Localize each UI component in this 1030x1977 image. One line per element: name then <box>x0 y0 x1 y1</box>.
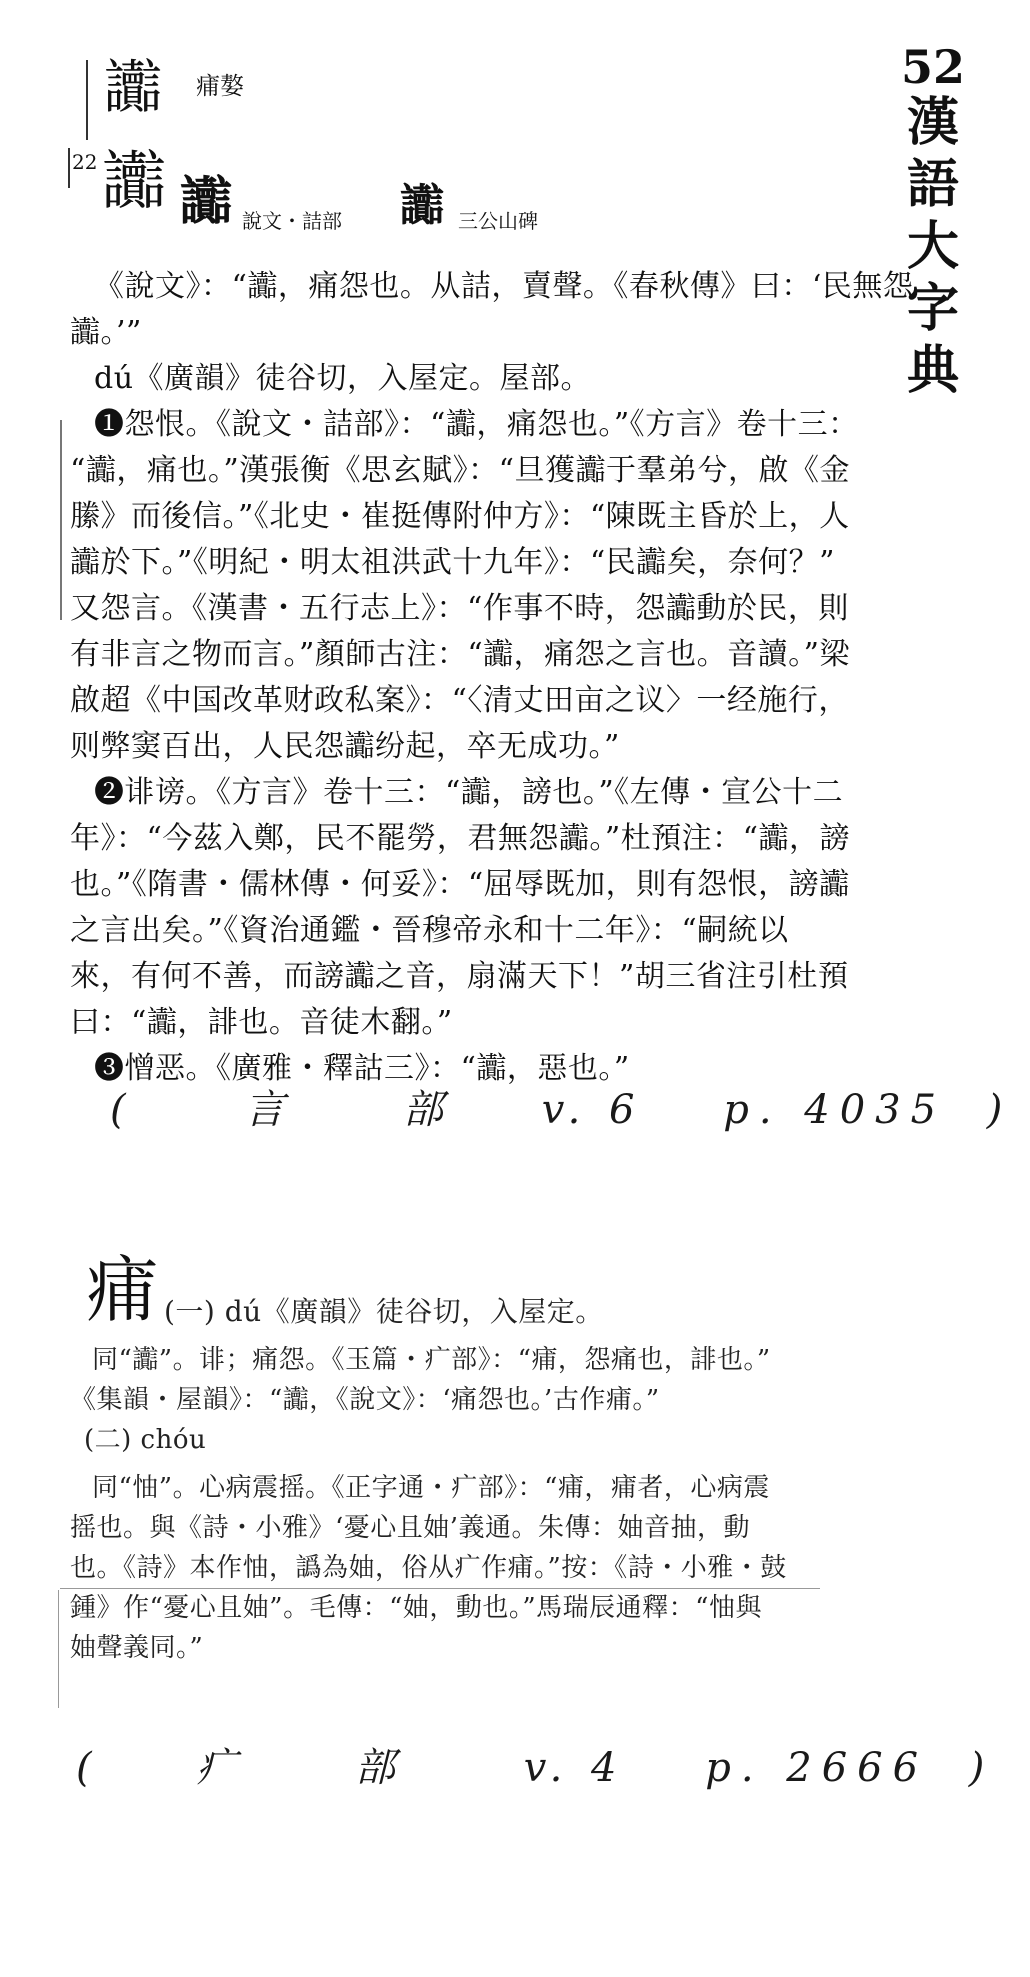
entry-line: ❷诽谤。《方言》卷十三：“讟，謗也。”《左傳・宣公十二 <box>94 775 844 810</box>
entry-line: “讟，痛也。”漢張衡《思玄賦》：“旦獲讟于羣弟兮，啟《金 <box>70 453 851 488</box>
entry-body <box>70 264 914 1092</box>
note-page: p. 2666 <box>705 1745 929 1791</box>
clerical-source-label: 三公山碑 <box>458 209 538 233</box>
entry2-line: (二) chóu <box>84 1425 207 1455</box>
note-paren: ( <box>76 1745 120 1791</box>
entry2-line: 鍾》作“憂心且妯”。毛傳：“妯，動也。”馬瑞辰通釋：“怞與 <box>70 1593 762 1623</box>
note-volume: v. 6 <box>541 1087 643 1133</box>
entry-line: 则弊窦百出，人民怨讟纷起，卒无成功。” <box>70 729 620 764</box>
handwritten-volume-note <box>110 1078 1030 1135</box>
entry-line: 縢》而後信。”《北史・崔挺傳附仲方》：“陳既主昏於上，人 <box>70 499 850 534</box>
entry-line: dú《廣韻》徒谷切，入屋定。屋部。 <box>94 361 592 396</box>
book-title-char: 大 <box>906 216 959 277</box>
scan-border-line <box>58 1590 59 1708</box>
entry-line: 曰：“讟，誹也。音徒木翻。” <box>70 1005 453 1040</box>
note-paren: ( <box>110 1087 154 1133</box>
book-title-vertical <box>898 92 968 402</box>
entry-line: 之言出矣。”《資治通鑑・晉穆帝永和十二年》：“嗣統以 <box>70 913 789 948</box>
book-title-char: 漢 <box>906 92 959 153</box>
book-title-char: 語 <box>906 154 959 215</box>
head-character: 讟 <box>102 145 166 219</box>
handwritten-volume-note-2 <box>76 1736 1012 1793</box>
note-radical: 疒 <box>196 1745 265 1791</box>
entry2-line: 也。《詩》本作怞，譌為妯，俗从疒作痡。”按：《詩・小雅・鼓 <box>70 1553 787 1583</box>
margin-line <box>60 420 62 620</box>
entry-line: ❸憎恶。《廣雅・釋詁三》：“讟，惡也。” <box>94 1051 630 1086</box>
note-bu: 部 <box>403 1087 472 1133</box>
clerical-script-glyph: 讟 <box>400 180 444 231</box>
previous-entry-char: 讟 <box>104 53 163 121</box>
note-page: p. 4035 <box>723 1087 947 1133</box>
entry-line: 讟。’” <box>70 315 142 350</box>
entry2-line: 同“怞”。心病震摇。《正字通・疒部》：“痡，痡者，心病震 <box>92 1473 770 1503</box>
scan-border-line <box>60 1588 820 1589</box>
entry-line: 又怨言。《漢書・五行志上》：“作事不時，怨讟動於民，則 <box>70 591 849 626</box>
entry2-line: 妯聲義同。” <box>70 1633 204 1663</box>
note-paren-close: ) <box>968 1745 1013 1791</box>
margin-line <box>68 148 70 188</box>
entry-line: 啟超《中国改革财政私案》：“〈清丈田亩之议〉一经施行， <box>70 683 849 718</box>
entry2-line: 《集韻・屋韻》：“讟，《說文》：‘痛怨也。’古作痡。” <box>70 1385 660 1415</box>
previous-entry-label: 痡嫯 <box>196 72 244 100</box>
note-volume: v. 4 <box>523 1745 625 1791</box>
entry2-line: 摇也。與《詩・小雅》‘憂心且妯’義通。朱傳：妯音抽，動 <box>70 1513 751 1543</box>
book-title-char: 典 <box>906 340 959 401</box>
line-number: 22 <box>72 150 98 174</box>
note-radical: 言 <box>244 1087 313 1133</box>
entry-line: 有非言之物而言。”顏師古注：“讟，痛怨之言也。音讀。”梁 <box>70 637 851 672</box>
page-number: 52 <box>900 40 965 94</box>
book-title-char: 字 <box>906 278 959 339</box>
entry-line: ❶怨恨。《說文・詰部》：“讟，痛怨也。”《方言》卷十三： <box>94 407 859 442</box>
note-paren-close: ) <box>986 1087 1030 1133</box>
entry-line: 來，有何不善，而謗讟之音，扇滿天下！”胡三省注引杜預 <box>70 959 849 994</box>
entry2-line: (一) dú《廣韻》徒谷切，入屋定。 <box>164 1295 604 1328</box>
entry2-body <box>70 1340 860 1668</box>
head-character-2: 痡 <box>86 1248 159 1332</box>
entry-line: 讟於下。”《明紀・明太祖洪武十九年》：“民讟矣，奈何？” <box>70 545 836 580</box>
note-bu: 部 <box>355 1745 424 1791</box>
entry2-line: 同“讟”。诽；痛怨。《玉篇・疒部》：“痡，怨痛也，誹也。” <box>92 1345 771 1375</box>
seal-source-label: 說文・詰部 <box>242 209 342 233</box>
seal-script-glyph: 讟 <box>180 171 233 232</box>
entry-line: 年》：“今茲入鄭，民不罷勞，君無怨讟。”杜預注：“讟，謗 <box>70 821 851 856</box>
entry-line: 也。”《隋書・儒林傳・何妥》：“屈辱既加，則有怨恨，謗讟 <box>70 867 850 902</box>
margin-line <box>86 60 88 140</box>
entry-line: 《說文》：“讟，痛怨也。从詰，賣聲。《春秋傳》曰：‘民無怨 <box>94 269 914 304</box>
